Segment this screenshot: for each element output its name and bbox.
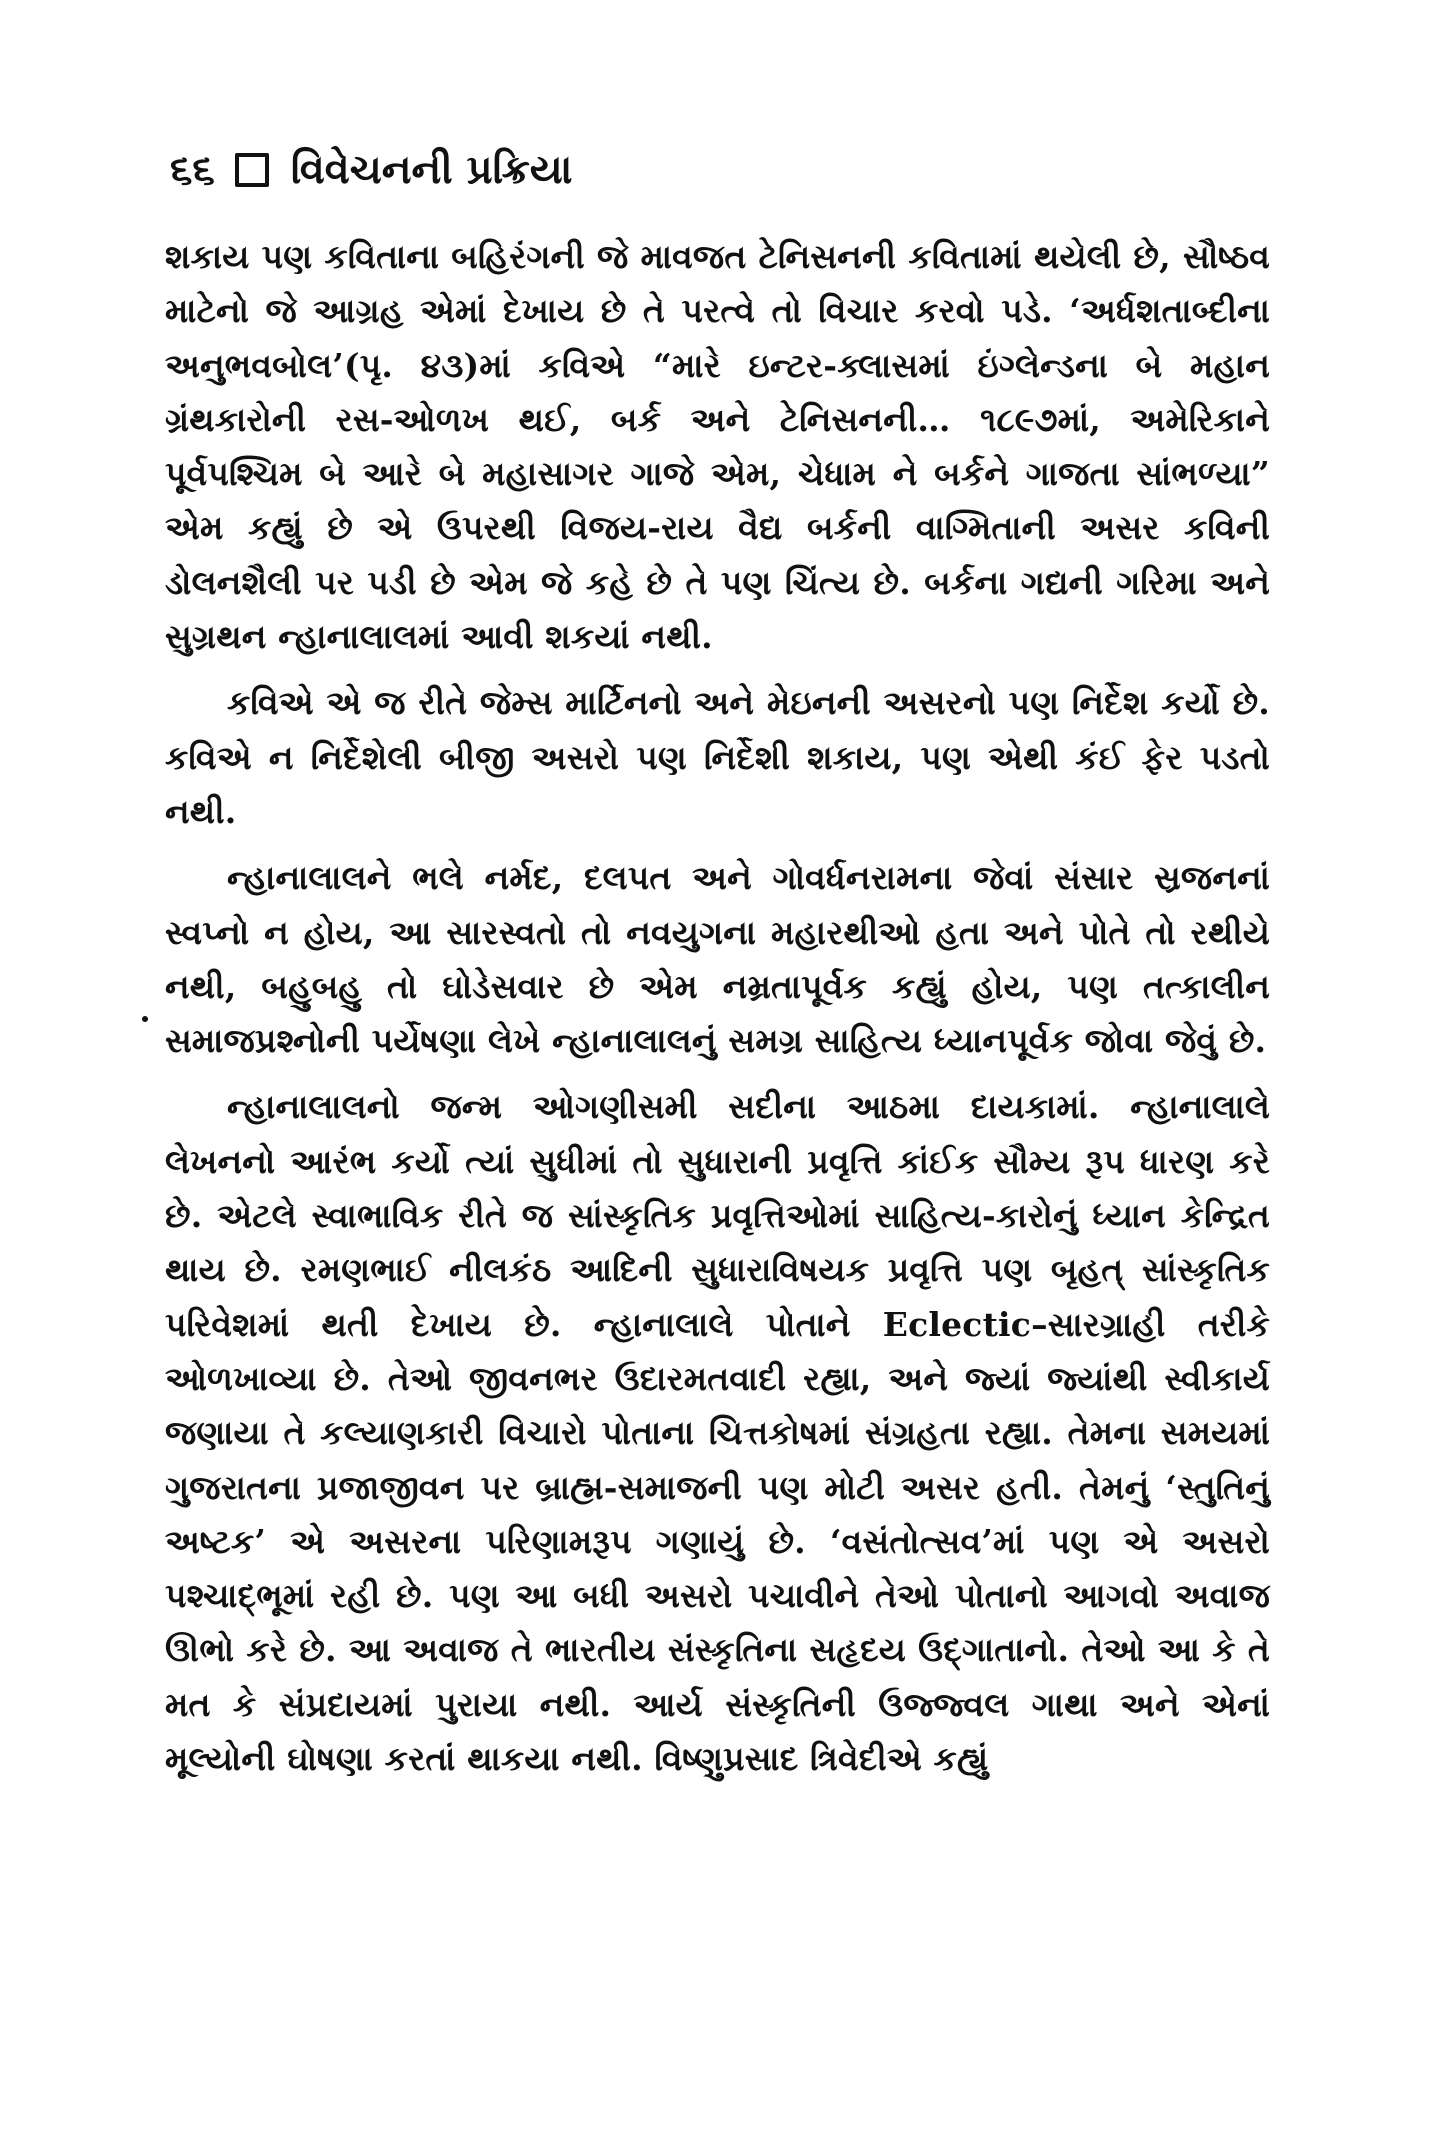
page-number: ૬૬: [170, 146, 215, 193]
paragraph: કવિએ એ જ રીતે જેમ્સ માર્ટિનનો અને મેઇનની અસરનો પણ નિર્દેશ કર્યો છે. કવિએ ન નિર્દેશેલી બીજી અસરો પણ નિર્દેશી શકાય, પણ એથી કંઈ ફેર પડતો નથી.: [165, 683, 1270, 831]
paragraph: શકાય પણ કવિતાના બહિરંગની જે માવજત ટેનિસનની કવિતામાં થયેલી છે, સૌષ્ઠવ માટેનો જે આગ્રહ એમાં દેખાય છે તે પરત્વે તો વિચાર કરવો પડે. ‘અર્ધશતાબ્દીના અનુભવબોલ’(પૃ. ૪૩)માં કવિએ “મારે ઇન્ટર-ક્લાસમાં ઇંગ્લેન્ડના બે મહાન ગ્રંથકારોની રસ-ઓળખ થઈ, બર્ક અને ટેનિસનની… ૧૮૯૭માં, અમેરિકાને પૂર્વપશ્ચિમ બે આરે બે મહાસાગર ગાજે એમ, ચેધામ ને બર્કને ગાજતા સાંભળ્યા” એમ કહ્યું છે એ ઉપરથી વિજય-રાય વૈદ્ય બર્કની વાગ્મિતાની અસર કવિની ડોલનશૈલી પર પડી છે એમ જે કહે છે તે પણ ચિંત્ય છે. બર્કના ગદ્યની ગરિમા અને સુગ્રથન ન્હાનાલાલમાં આવી શકયાં નથી.: [165, 237, 1270, 657]
running-title: વિવેચનની પ્રક્રિયા: [290, 146, 573, 193]
page-header: [170, 146, 573, 193]
paragraph: ન્હાનાલાલને ભલે નર્મદ, દલપત અને ગોવર્ધનરામના જેવાં સંસાર સ્રજનનાં સ્વપ્નો ન હોય, આ સારસ્વતો તો નવયુગના મહારથીઓ હતા અને પોતે તો રથીયે નથી, બહુબહુ તો ઘોડેસવાર છે એમ નમ્રતાપૂર્વક કહ્યું હોય, પણ તત્કાલીન સમાજપ્રશ્નોની પર્યેષણા લેખે ન્હાનાલાલનું સમગ્ર સાહિત્ય ધ્યાનપૂર્વક જોવા જેવું છે.: [165, 858, 1270, 1061]
paragraph: ન્હાનાલાલનો જન્મ ઓગણીસમી સદીના આઠમા દાયકામાં. ન્હાનાલાલે લેખનનો આરંભ કર્યો ત્યાં સુધીમાં તો સુધારાની પ્રવૃત્તિ કાંઈક સૌમ્ય રૂપ ધારણ કરે છે. એટલે સ્વાભાવિક રીતે જ સાંસ્કૃતિક પ્રવૃત્તિઓમાં સાહિત્ય-કારોનું ધ્યાન કેન્દ્રિત થાય છે. રમણભાઈ નીલકંઠ આદિની સુધારાવિષયક પ્રવૃત્તિ પણ બૃહત્ સાંસ્કૃતિક પરિવેશમાં થતી દેખાય છે. ન્હાનાલાલે પોતાને Eclectic–સારગ્રાહી તરીકે ઓળખાવ્યા છે. તેઓ જીવનભર ઉદારમતવાદી રહ્યા, અને જ્યાં જ્યાંથી સ્વીકાર્ય જણાયા તે કલ્યાણકારી વિચારો પોતાના ચિત્તકોષમાં સંગ્રહતા રહ્યા. તેમના સમયમાં ગુજરાતના પ્રજાજીવન પર બ્રાહ્મ-સમાજની પણ મોટી અસર હતી. તેમનું ‘સ્તુતિનું અષ્ટક’ એ અસરના પરિણામરૂપ ગણાયું છે. ‘વસંતોત્સવ’માં પણ એ અસરો પશ્ચાદ્ભૂમાં રહી છે. પણ આ બધી અસરો પચાવીને તેઓ પોતાનો આગવો અવાજ ઊભો કરે છે. આ અવાજ તે ભારતીય સંસ્કૃતિના સહૃદય ઉદ્‌ગાતાનો. તેઓ આ કે તે મત કે સંપ્રદાયમાં પુરાયા નથી. આર્ય સંસ્કૃતિની ઉજ્જ્વલ ગાથા અને એનાં મૂલ્યોની ઘોષણા કરતાં થાકયા નથી. વિષ્ણુપ્રસાદ ત્રિવેદીએ કહ્યું: [165, 1087, 1270, 1779]
body-text: [165, 230, 1270, 1786]
margin-speck: [142, 1016, 148, 1022]
square-box-icon: [235, 153, 269, 187]
